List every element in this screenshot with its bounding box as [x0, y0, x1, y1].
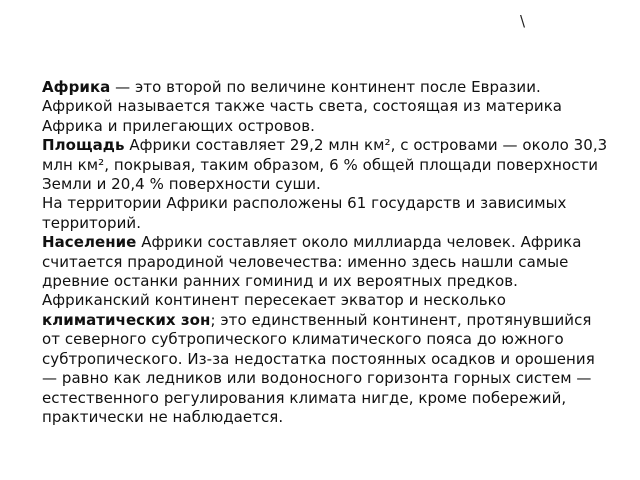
paragraph-states [42, 194, 612, 233]
term-area: Площадь [42, 136, 125, 155]
paragraph-text: Африки составляет около миллиарда человек. Африка считается прародиной человечества: именно здесь нашли самые древние останки ранних гоминид и их вероятных предков. [42, 233, 582, 291]
paragraph-population [42, 233, 612, 291]
term-africa: Африка [42, 78, 111, 96]
paragraph-climate [42, 291, 612, 427]
term-population: Население [42, 233, 137, 252]
paragraph-text: На территории Африки расположены 61 государств и зависимых территорий. [42, 194, 567, 232]
paragraph-text: ; это единственный континент, протянувшийся от северного субтропического климатического пояса до южного субтропического. Из-за недостатка постоянных осадков и орошения — равно как ледников или водоносного горизонта горных систем — естественного регулирования климата нигде, кроме побережий, практически не наблюдается. [42, 310, 595, 426]
article-text [42, 78, 612, 427]
paragraph-area [42, 136, 612, 194]
paragraph-text: Африки составляет 29,2 млн км², с островами — около 30,3 млн км², покрывая, таким образом, 6 % общей площади поверхности Земли и 20,4 % поверхности суши. [42, 136, 608, 194]
paragraph-text: — это второй по величине континент после Евразии. Африкой называется также часть света, состоящая из материка Африка и прилегающих островов. [42, 78, 563, 135]
corner-mark: \ [520, 12, 526, 30]
paragraph-text: Африканский континент пересекает экватор и несколько [42, 291, 506, 310]
term-climate-zones: климатических зон [42, 310, 211, 329]
paragraph-definition [42, 78, 612, 136]
